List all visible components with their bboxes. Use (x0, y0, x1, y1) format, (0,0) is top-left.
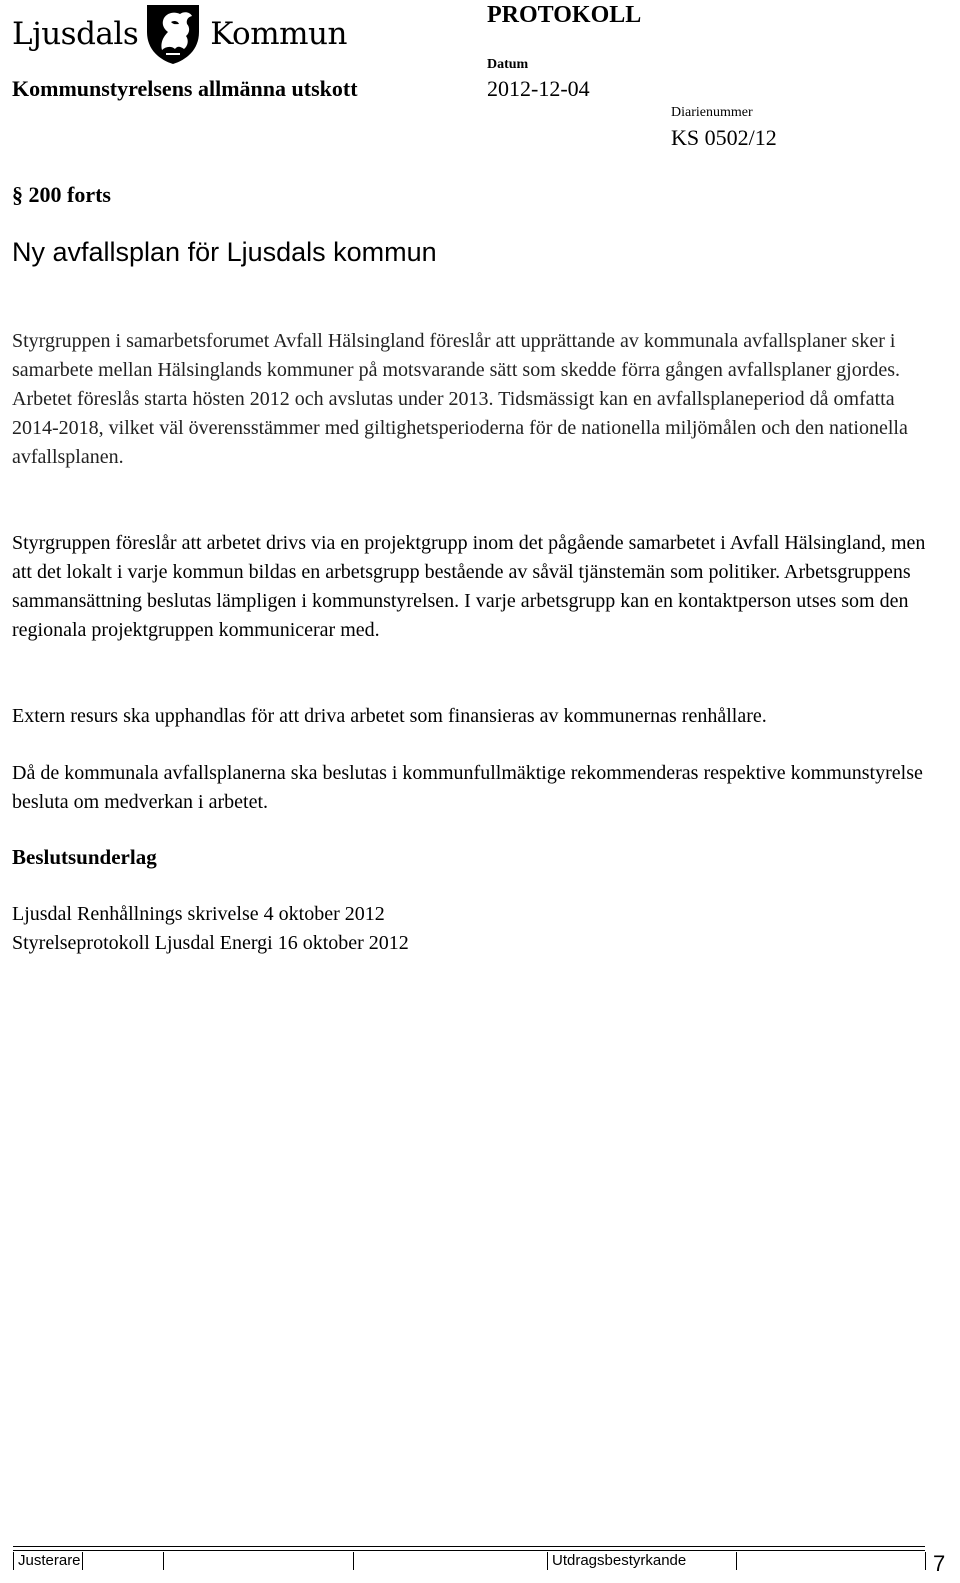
signature-box (163, 1552, 354, 1570)
municipality-logo (12, 2, 347, 66)
body-paragraph-4 (12, 759, 942, 817)
page-number: 7 (933, 1551, 946, 1576)
heraldic-shield-icon (144, 2, 202, 66)
signature-footer (13, 1546, 925, 1569)
page-title: Ny avfallsplan för Ljusdals kommun (12, 237, 437, 267)
paragraph-text: Extern resurs ska upphandlas för att driva arbetet som finansieras av kommunernas renhållare. (12, 705, 767, 727)
committee-name: Kommunstyrelsens allmänna utskott (12, 76, 358, 101)
registry-number-label: Diarienummer (671, 105, 753, 120)
date-label: Datum (487, 57, 529, 72)
body-paragraph-1 (12, 327, 942, 472)
document-type: PROTOKOLL (487, 2, 642, 28)
registry-number-value: KS 0502/12 (671, 125, 777, 150)
body-paragraph-2 (12, 529, 942, 645)
justerare-label: Justerare (13, 1552, 83, 1570)
signature-box (83, 1552, 164, 1570)
date-value: 2012-12-04 (487, 76, 590, 101)
paragraph-heading: § 200 forts (12, 182, 111, 207)
list-item: Ljusdal Renhållnings skrivelse 4 oktober 2012 (12, 903, 385, 925)
decision-basis-heading: Beslutsunderlag (12, 845, 157, 869)
utdragsbestyrkande-label: Utdragsbestyrkande (547, 1552, 737, 1570)
footer-divider (13, 1550, 925, 1551)
logo-word-kommun: Kommun (210, 16, 347, 52)
paragraph-text: Då de kommunala avfallsplanerna ska beslutas i kommunfullmäktige rekommenderas respektive kommunstyrelse besluta om medverkan i arbetet. (12, 762, 923, 813)
body-paragraph-3 (12, 702, 942, 731)
logo-word-ljusdals: Ljusdals (12, 16, 139, 52)
signature-box (737, 1552, 926, 1570)
decision-basis-list (12, 900, 409, 958)
paragraph-text: Styrgruppen i samarbetsforumet Avfall Hälsingland föreslår att upprättande av kommunala avfallsplaner sker i samarbete mellan Hälsinglands kommuner på motsvarande sätt som skedde förra gången avfallsplaner gjordes. Arbetet föreslås starta hösten 2012 och avslutas under 2013. Tidsmässigt kan en avfallsplaneperiod då omfatta 2014-2018, vilket väl överensstämmer med giltighetsperioderna för de nationella miljömålen och den nationella avfallsplanen. (12, 330, 908, 468)
list-item: Styrelseprotokoll Ljusdal Energi 16 oktober 2012 (12, 932, 409, 954)
paragraph-text: Styrgruppen föreslår att arbetet drivs via en projektgrupp inom det pågående samarbetet i Avfall Hälsingland, men att det lokalt i varje kommun bildas en arbetsgrupp bestående av såväl tjänstemän som politiker. Arbetsgruppens sammansättning beslutas lämpligen i kommunstyrelsen. I varje arbetsgrupp kan en kontaktperson utses som den regionala projektgruppen kommunicerar med. (12, 532, 926, 641)
signature-box (353, 1552, 548, 1570)
